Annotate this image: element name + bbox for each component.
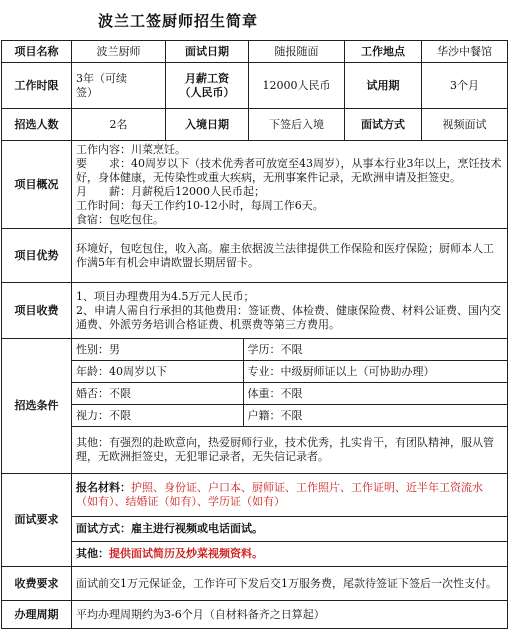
overview-line: 工作内容：川菜烹饪。	[76, 142, 186, 156]
info-table	[1, 40, 508, 629]
condition-age: 年龄：40周岁以下	[72, 361, 243, 383]
interview-row	[72, 474, 507, 517]
label-interview-method: 面试方式	[345, 109, 422, 141]
row-advantages	[2, 229, 508, 283]
label-conditions: 招选条件	[2, 339, 72, 474]
condition-marital: 婚否：不限	[72, 383, 243, 405]
conditions-row	[72, 405, 507, 427]
condition-gender: 性别：男	[72, 339, 243, 361]
interview-row	[72, 517, 507, 542]
conditions-row	[72, 339, 507, 361]
condition-other-text: 其他：有强烈的赴欧意向，热爱厨师行业，技术优秀，扎实肯干，有团队精神，服从管理，无欧洲拒签史，无犯罪记录者，无失信记录者。	[76, 436, 494, 463]
work-term-line-2: 签）	[76, 85, 98, 99]
label-project-name: 项目名称	[2, 41, 72, 63]
conditions-grid	[72, 339, 507, 473]
overview-line: 月 薪：月薪税后12000人民币起；	[76, 184, 265, 198]
payment-text: 面试前交1万元保证金，工作许可下发后交1万服务费，尾款待签证下签后一次性支付。	[72, 567, 508, 601]
condition-household: 户籍：不限	[243, 405, 507, 427]
interview-other	[72, 542, 507, 567]
interview-other-prefix: 其他：	[76, 547, 109, 560]
interview-content	[72, 474, 508, 567]
interview-method-text: 面试方式：雇主进行视频或电话面试。	[72, 517, 507, 542]
advantages-text: 环境好，包吃包住，收入高。雇主依据波兰法律提供工作保险和医疗保险；厨师本人工作满5年有机会申请欧盟长期居留卡。	[76, 241, 494, 269]
row-project-name	[2, 41, 508, 63]
materials-list: 护照、身份证、户口本、厨师证、工作照片、工作证明、近半年工资流水（如有）、结婚证（如有）、学历证（如有）	[76, 481, 483, 508]
fees-content	[72, 283, 508, 339]
period-text: 平均办理周期约为3-6个月（自材料备齐之日算起）	[72, 601, 508, 629]
row-headcount	[2, 109, 508, 141]
fees-line: 1、项目办理费用为4.5万元人民币；	[76, 289, 255, 303]
overview-line: 好，身体健康，无传染性或重大疾病，无刑事案件记录，无欧洲申请及拒签史。	[76, 170, 461, 184]
salary-label-line-1: 月薪工资	[185, 71, 229, 85]
condition-vision: 视力：不限	[72, 405, 243, 427]
value-entry-date: 下签后入境	[249, 109, 345, 141]
salary-label-line-2: （人民币）	[179, 85, 235, 99]
row-payment	[2, 567, 508, 601]
conditions-row	[72, 383, 507, 405]
value-work-location: 华沙中餐馆	[422, 41, 508, 63]
label-period: 办理周期	[2, 601, 72, 629]
condition-weight: 体重：不限	[243, 383, 507, 405]
interview-other-text: 提供面试简历及炒菜视频资料。	[109, 547, 263, 560]
fees-line: 2、申请人需自行承担的其他费用：签证费、体检费、健康保险费、材料公证费、国内交	[76, 303, 501, 317]
condition-specialty: 专业：中级厨师证以上（可协助办理）	[243, 361, 507, 383]
row-conditions	[2, 339, 508, 474]
row-fees	[2, 283, 508, 339]
label-advantages: 项目优势	[2, 229, 72, 283]
overview-line: 要 求：40周岁以下（技术优秀者可放宽至43周岁），从事本行业3年以上，烹饪技术	[76, 156, 502, 170]
row-overview	[2, 141, 508, 229]
value-interview-method: 视频面试	[422, 109, 508, 141]
value-probation: 3个月	[422, 63, 508, 109]
label-probation: 试用期	[345, 63, 422, 109]
label-payment: 收费要求	[2, 567, 72, 601]
conditions-content	[72, 339, 508, 474]
overview-line: 工作时间：每天工作约10-12小时，每周工作6天。	[76, 198, 324, 212]
row-period	[2, 601, 508, 629]
interview-grid	[72, 474, 507, 566]
label-work-term: 工作时限	[2, 63, 72, 109]
value-interview-date: 随报随面	[249, 41, 345, 63]
interview-materials	[72, 474, 507, 517]
value-monthly-salary: 12000人民币	[249, 63, 345, 109]
work-term-line-1: 3年（可续	[76, 71, 127, 85]
condition-other	[72, 427, 507, 474]
condition-education: 学历：不限	[243, 339, 507, 361]
label-fees: 项目收费	[2, 283, 72, 339]
materials-text	[76, 481, 503, 509]
fees-line: 通费、外派劳务培训合格证费、机票费等第三方费用。	[76, 317, 340, 331]
label-work-location: 工作地点	[345, 41, 422, 63]
label-monthly-salary	[166, 63, 249, 109]
overview-line: 食宿：包吃包住。	[76, 212, 164, 226]
row-interview	[2, 474, 508, 567]
label-interview: 面试要求	[2, 474, 72, 567]
page-title: 波兰工签厨师招生简章	[98, 12, 259, 30]
label-entry-date: 入境日期	[166, 109, 249, 141]
overview-content	[72, 141, 508, 229]
value-work-term	[72, 63, 166, 109]
label-interview-date: 面试日期	[166, 41, 249, 63]
materials-prefix: 报名材料：	[76, 481, 131, 494]
value-headcount: 2名	[72, 109, 166, 141]
label-overview: 项目概况	[2, 141, 72, 229]
row-work-term	[2, 63, 508, 109]
value-project-name: 波兰厨师	[72, 41, 166, 63]
title-bar	[0, 0, 508, 38]
conditions-row	[72, 427, 507, 474]
advantages-content	[72, 229, 508, 283]
conditions-row	[72, 361, 507, 383]
interview-row	[72, 542, 507, 567]
label-headcount: 招选人数	[2, 109, 72, 141]
